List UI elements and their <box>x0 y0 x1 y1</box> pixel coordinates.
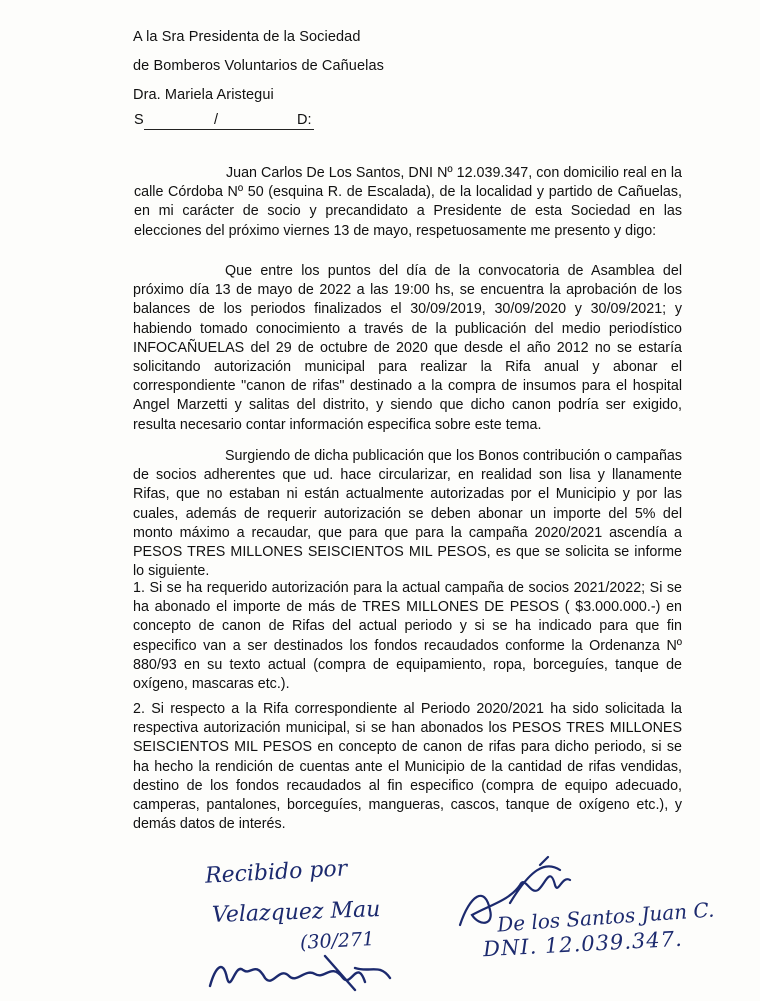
signer-dni: DNI. 12.039.347. <box>482 926 684 962</box>
salutation-underline <box>144 129 314 130</box>
request-item-2: 2. Si respecto a la Rifa correspondiente al Periodo 2020/2021 ha sido solicitada la respectiva autorización municipal, si se han abonados los PESOS TRES MILLONES SEISCIENTOS MIL PESOS en concepto de canon de rifas para dicho periodo, si se ha hecho la rendición de cuentas ante el Municipio de la cantidad de rifas vendidas, destino de los fondos recaudados al fin especifico (compra de equipo adecuado, camperas, pantalones, borceguíes, mangueras, cascos, tanque de oxígeno etc.), y demás datos de interés. <box>133 701 682 833</box>
salutation-line <box>134 112 314 132</box>
paragraph-1 <box>133 262 682 435</box>
receiver-signature <box>205 948 395 993</box>
paragraph-1-text: Que entre los puntos del día de la convocatoria de Asamblea del próximo día 13 de mayo de 2022 a las 19:00 hs, se encuentra la aprobación de los balances de los periodos finalizados el 30/09/2019, 30/09/2020 y 30/09/2021; y habiendo tomado conocimiento a través de la publicación del medio periodístico INFOCAÑUELAS del 29 de octubre de 2020 que desde el año 2012 no se estaría solicitando autorización municipal para realizar la Rifa anual y abonar el correspondiente "canon de rifas" destinado a la compra de insumos para el hospital Angel Marzetti y salitas del distrito, y siendo que dicho canon podría ser exigido, resulta necesario contar información especifica sobre este tema. <box>133 263 682 433</box>
paragraph-2-text: Surgiendo de dicha publicación que los Bonos contribución o campañas de socios adherentes que ud. hace circularizar, en realidad son lisa y llanamente Rifas, que no estaban ni están actualmente autorizadas por el Municipio y por las cuales, además de requerir autorización se deben abonar un importe del 5% del monto máximo a recaudar, que para que para la campaña 2020/2021 ascendía a PESOS TRES MILLONES SEISCIENTOS MIL PESOS, es que se solicita se informe lo siguiente. <box>133 448 682 580</box>
paragraph-2 <box>133 447 682 581</box>
intro-paragraph <box>134 164 682 241</box>
signer-name: De los Santos Juan C. <box>496 897 716 937</box>
request-item-1: 1. Si se ha requerido autorización para la actual campaña de socios 2021/2022; Si se ha abonado el importe de más de TRES MILLONES DE PESOS ( $3.000.000.-) en concepto de canon de Rifas del actual periodo y si se ha indicado para que fin especifico van a ser destinados los fondos recaudados conforme la Ordenanza Nº 880/93 en su texto actual (compra de equipamiento, ropa, borceguíes, tanque de oxígeno, mascaras etc.). <box>133 580 682 693</box>
recipient-line-3: Dra. Mariela Aristegui <box>133 87 274 103</box>
salutation-d: D: <box>297 112 312 128</box>
receiver-name: Velazquez Mau <box>211 897 381 928</box>
receiver-number: (30/271 <box>299 928 375 954</box>
intro-text: Juan Carlos De Los Santos, DNI Nº 12.039.347, con domicilio real en la calle Córdoba Nº 50 (esquina R. de Escalada), de la localidad y partido de Cañuelas, en mi carácter de socio y precandidato a Presidente de esta Sociedad en las elecciones del próximo viernes 13 de mayo, respetuosamente me presento y digo: <box>134 165 682 239</box>
salutation-s: S <box>134 112 144 128</box>
recipient-line-2: de Bomberos Voluntarios de Cañuelas <box>133 58 384 74</box>
recipient-line-1: A la Sra Presidenta de la Sociedad <box>133 29 361 45</box>
received-by-note: Recibido por <box>204 856 348 889</box>
salutation-slash: / <box>214 112 219 128</box>
